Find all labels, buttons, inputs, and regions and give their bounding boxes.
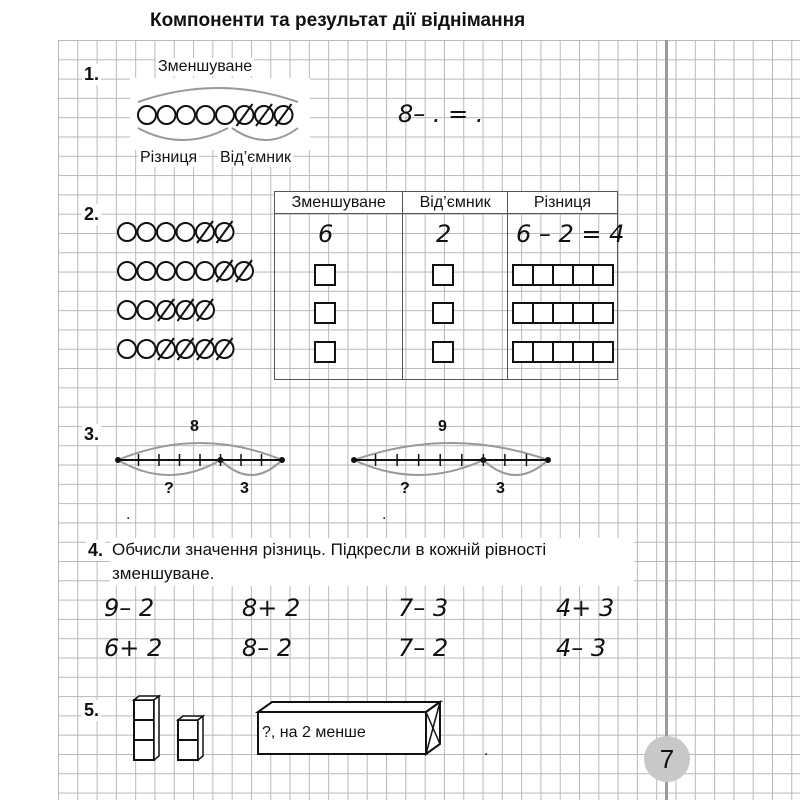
cube bbox=[134, 740, 154, 760]
circle bbox=[177, 106, 195, 124]
exercise-4-number: 4. bbox=[88, 540, 104, 560]
circle bbox=[157, 262, 175, 280]
cube bbox=[178, 720, 198, 740]
expression: 7– 2 bbox=[398, 634, 449, 662]
endpoint bbox=[351, 457, 357, 463]
circle bbox=[138, 340, 156, 358]
cube-stacks bbox=[130, 694, 210, 764]
number-line-2-total: 9 bbox=[438, 418, 447, 435]
circle bbox=[138, 262, 156, 280]
exercise-2-circles bbox=[116, 216, 266, 366]
expression: 6+ 2 bbox=[104, 634, 163, 662]
example-minuend: 6 bbox=[318, 220, 334, 248]
example-subtrahend: 2 bbox=[436, 220, 452, 248]
header-difference: Різниця bbox=[507, 192, 617, 214]
known-arc bbox=[221, 460, 283, 475]
circle bbox=[118, 223, 136, 241]
endpoint bbox=[279, 457, 285, 463]
number-line-1-known: 3 bbox=[240, 480, 249, 497]
example-difference: 6 – 2 = 4 bbox=[516, 220, 625, 248]
circle bbox=[196, 262, 214, 280]
circle bbox=[118, 301, 136, 319]
exercise-2-number: 2. bbox=[84, 204, 100, 224]
instruction-line-1: Обчисли значення різниць. Підкресли в кожній рівності bbox=[112, 540, 547, 559]
total-arc bbox=[354, 443, 548, 460]
answer-dot: . bbox=[382, 506, 387, 523]
circle bbox=[177, 262, 195, 280]
expression: 4+ 3 bbox=[556, 594, 615, 622]
subtrahend-label: Від’ємник bbox=[220, 149, 292, 166]
circle bbox=[157, 223, 175, 241]
margin-line bbox=[665, 40, 668, 800]
minuend-answer-box[interactable] bbox=[314, 264, 336, 286]
subtrahend-answer-box[interactable] bbox=[432, 264, 454, 286]
difference-answer-row[interactable] bbox=[512, 264, 612, 291]
expression: 4– 3 bbox=[556, 634, 607, 662]
circle bbox=[138, 106, 156, 124]
page-number-badge bbox=[644, 736, 690, 782]
instruction-line-2: зменшуване. bbox=[112, 564, 215, 583]
unknown-arc bbox=[118, 460, 221, 475]
number-line-1-unknown: ? bbox=[164, 480, 174, 497]
number-line-2-known: 3 bbox=[496, 480, 505, 497]
circle bbox=[118, 340, 136, 358]
expression: 8+ 2 bbox=[242, 594, 301, 622]
circle bbox=[118, 262, 136, 280]
header-subtrahend: Від’ємник bbox=[403, 192, 507, 214]
circle bbox=[216, 106, 234, 124]
exercise-4-instruction bbox=[110, 538, 634, 586]
expression: 7– 3 bbox=[398, 594, 449, 622]
header-minuend: Зменшуване bbox=[275, 192, 403, 214]
number-line-1 bbox=[110, 418, 290, 498]
endpoint bbox=[115, 457, 121, 463]
page-title: Компоненти та результат дії віднімання bbox=[146, 8, 529, 34]
difference-label: Різниця bbox=[140, 149, 198, 166]
circle bbox=[177, 223, 195, 241]
circle bbox=[197, 106, 215, 124]
answer-dot: . bbox=[126, 506, 131, 523]
exercise-1-expression: 8– . = . bbox=[398, 100, 484, 128]
circle bbox=[138, 301, 156, 319]
cube bbox=[178, 740, 198, 760]
minuend-label: Зменшуване bbox=[158, 58, 253, 75]
page-number: 7 bbox=[659, 743, 675, 774]
endpoint bbox=[480, 457, 486, 463]
number-line-2 bbox=[346, 418, 556, 498]
cube bbox=[134, 720, 154, 740]
minuend-answer-box[interactable] bbox=[314, 341, 336, 363]
subtrahend-answer-box[interactable] bbox=[432, 341, 454, 363]
difference-answer-row[interactable] bbox=[512, 302, 612, 329]
cube bbox=[134, 700, 154, 720]
exercise-1-number: 1. bbox=[84, 64, 100, 84]
cube-side bbox=[198, 716, 203, 760]
subtrahend-answer-box[interactable] bbox=[432, 302, 454, 324]
circle bbox=[138, 223, 156, 241]
exercise-1-circles bbox=[130, 78, 310, 150]
number-line-1-total: 8 bbox=[190, 418, 199, 435]
difference-answer-row[interactable] bbox=[512, 341, 612, 368]
exercise-5-number: 5. bbox=[84, 700, 100, 720]
answer-dot: . bbox=[484, 742, 489, 759]
circle bbox=[158, 106, 176, 124]
box-label: ?, на 2 менше bbox=[262, 724, 366, 741]
cube-side bbox=[154, 696, 159, 760]
endpoint bbox=[218, 457, 224, 463]
expression: 9– 2 bbox=[104, 594, 155, 622]
number-line-2-unknown: ? bbox=[400, 480, 410, 497]
endpoint bbox=[545, 457, 551, 463]
expression: 8– 2 bbox=[242, 634, 293, 662]
minuend-answer-box[interactable] bbox=[314, 302, 336, 324]
known-arc bbox=[483, 460, 548, 475]
exercise-3-number: 3. bbox=[84, 424, 100, 444]
